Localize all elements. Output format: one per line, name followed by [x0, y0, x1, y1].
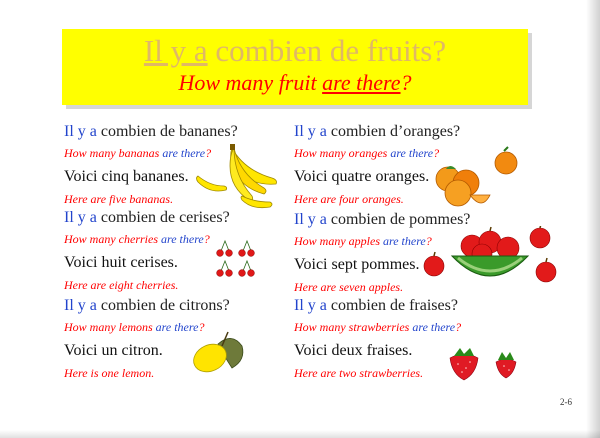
question-french	[64, 122, 238, 142]
question-english-start: How many apples	[294, 234, 383, 248]
page-edge-shadow	[586, 0, 600, 438]
page-number: 2-6	[560, 397, 572, 407]
title-english-end: ?	[400, 70, 412, 95]
title-english-are-there: are there	[322, 70, 401, 95]
question-english-end: ?	[455, 320, 462, 334]
page-bottom-shadow	[0, 430, 600, 438]
question-english	[294, 319, 461, 335]
question-french	[294, 122, 460, 142]
question-rest: combien de pommes?	[326, 211, 471, 228]
title-english	[62, 70, 528, 96]
il-y-a: Il y a	[294, 211, 327, 228]
question-english-are-there: are there	[412, 320, 456, 334]
bananas-icon	[192, 140, 282, 215]
title-english-part1: How many fruit	[178, 70, 323, 95]
section-cherries	[64, 208, 230, 293]
question-french	[64, 208, 230, 228]
il-y-a: Il y a	[294, 123, 327, 140]
question-english-are-there: are there	[383, 234, 426, 248]
il-y-a: Il y a	[64, 297, 97, 314]
answer-french: Voici un citron.	[64, 342, 163, 359]
il-y-a: Il y a	[294, 297, 327, 314]
answer-french: Voici deux fraises.	[294, 342, 413, 359]
question-english-start: How many strawberries	[294, 320, 413, 334]
question-rest: combien de citrons?	[96, 297, 230, 314]
question-english-end: ?	[203, 232, 210, 246]
question-english-end: ?	[425, 234, 432, 248]
title-banner	[62, 29, 528, 105]
question-english-end: ?	[205, 146, 212, 160]
answer-french: Voici sept pommes.	[294, 256, 420, 273]
question-english-are-there: are there	[162, 146, 206, 160]
answer-french: Voici cinq bananes.	[64, 168, 189, 185]
answer-english: Here is one lemon.	[64, 366, 155, 380]
question-rest: combien d’oranges?	[326, 123, 461, 140]
question-english-start: How many cherries	[64, 232, 161, 246]
answer-english: Here are eight cherries.	[64, 278, 179, 292]
title-french	[62, 34, 528, 68]
question-french	[64, 296, 230, 316]
oranges-icon	[434, 145, 524, 211]
answer-french: Voici huit cerises.	[64, 254, 178, 271]
apples-bowl-icon	[420, 226, 560, 288]
question-english-end: ?	[433, 146, 440, 160]
il-y-a: Il y a	[64, 209, 97, 226]
question-english-are-there: are there	[160, 232, 204, 246]
lemon-icon	[188, 326, 248, 376]
section-strawberries	[294, 296, 461, 381]
question-rest: combien de bananes?	[96, 123, 238, 140]
answer-english: Here are seven apples.	[294, 280, 404, 294]
title-french-rest: combien de fruits?	[207, 33, 447, 68]
answer-english: Here are four oranges.	[294, 192, 404, 206]
question-french	[294, 296, 461, 316]
answer-english: Here are two strawberries.	[294, 366, 424, 380]
il-y-a: Il y a	[64, 123, 97, 140]
question-english	[64, 231, 230, 247]
question-rest: combien de fraises?	[326, 297, 458, 314]
cherries-icon	[213, 239, 263, 279]
question-english-start: How many oranges	[294, 146, 391, 160]
answer-french: Voici quatre oranges.	[294, 168, 430, 185]
answer-english: Here are five bananas.	[64, 192, 174, 206]
question-english-start: How many lemons	[64, 320, 156, 334]
strawberries-icon	[446, 344, 520, 382]
title-french-il-y-a: Il y a	[143, 33, 208, 68]
question-english-end: ?	[198, 320, 205, 334]
question-rest: combien de cerises?	[96, 209, 230, 226]
question-english-are-there: are there	[155, 320, 199, 334]
question-english-start: How many bananas	[64, 146, 163, 160]
question-english-are-there: are there	[390, 146, 434, 160]
